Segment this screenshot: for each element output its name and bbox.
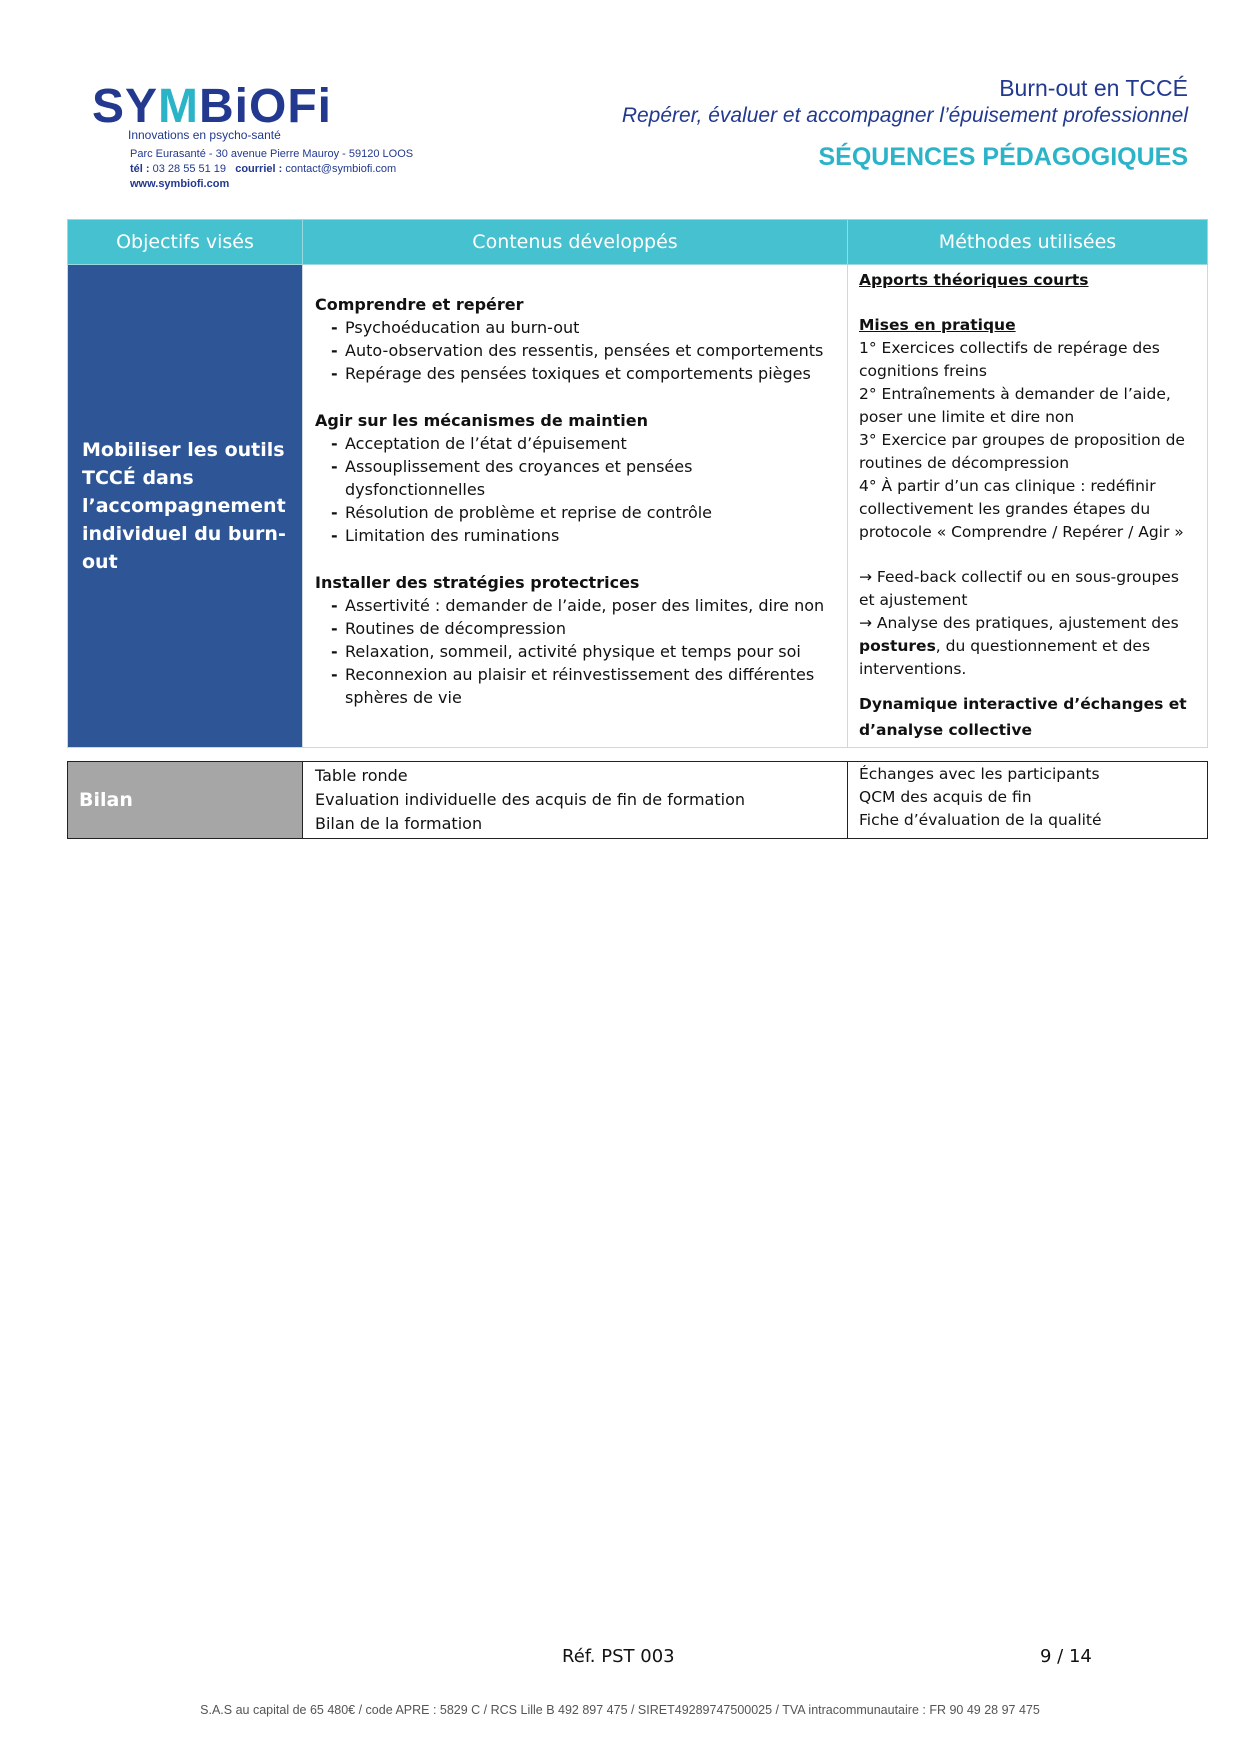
page-number: 9 / 14 [1040, 1646, 1092, 1667]
doc-title: Burn-out en TCCÉ [999, 75, 1188, 101]
tel-value: 03 28 55 51 19 [152, 163, 227, 175]
list-item: - Résolution de problème et reprise de contrôle [331, 501, 837, 524]
method-item: 2° Entraînements à demander de l’aide, poser une limite et dire non [859, 385, 1171, 426]
bilan-label-cell: Bilan [68, 762, 303, 839]
table-header-row [68, 220, 1208, 265]
list-item: - Psychoéducation au burn-out [331, 316, 837, 339]
analyse-text-bold: postures [859, 637, 936, 655]
contents-cell [303, 265, 848, 748]
legal-footer: S.A.S au capital de 65 480€ / code APRE : 5829 C / RCS Lille B 492 897 475 / SIRET49289747500025 / TVA intracommunautaire : FR 90 49 28 97 475 [200, 1703, 1040, 1717]
section-title: SÉQUENCES PÉDAGOGIQUES [818, 143, 1188, 171]
header-objectifs: Objectifs visés [68, 220, 303, 265]
tel-label: tél : [130, 163, 150, 175]
analyse-text-2: , du questionnement et des interventions. [859, 637, 1151, 678]
logo-tagline: Innovations en psycho-santé [128, 128, 281, 142]
website-text: www.symbiofi.com [130, 178, 230, 190]
logo-part-2: M [158, 80, 200, 133]
logo-part-3: BiOFi [199, 80, 333, 133]
method-item: 1° Exercices collectifs de repérage des cognitions freins [859, 339, 1160, 380]
contact-line [130, 162, 413, 177]
list-item: - Assertivité : demander de l’aide, poser des limites, dire non [331, 594, 837, 617]
document-heading [622, 74, 1188, 172]
content-section-title: Agir sur les mécanismes de maintien [315, 411, 648, 430]
company-address [130, 147, 413, 192]
list-item: - Limitation des ruminations [331, 524, 837, 547]
bilan-contents-cell [303, 762, 848, 839]
bilan-content-item: Table ronde [315, 766, 408, 785]
company-logo [92, 80, 333, 142]
doc-subtitle: Repérer, évaluer et accompagner l’épuisement professionnel [621, 104, 1188, 127]
method-item: 4° À partir d’un cas clinique : redéfinir collectivement les grandes étapes du protocole « Comprendre / Repérer / Agir » [859, 477, 1184, 541]
methods-cell [848, 265, 1208, 748]
method-item: 3° Exercice par groupes de proposition de routines de décompression [859, 431, 1185, 472]
list-item: - Assouplissement des croyances et pensées dysfonctionnelles [331, 455, 837, 501]
mail-label: courriel : [235, 163, 283, 175]
logo-part-1: SY [92, 80, 159, 133]
list-item: - Relaxation, sommeil, activité physique et temps pour soi [331, 640, 837, 663]
sequences-table [67, 219, 1208, 748]
website-link[interactable] [130, 177, 413, 192]
header-methodes: Méthodes utilisées [848, 220, 1208, 265]
list-item: - Acceptation de l’état d’épuisement [331, 432, 837, 455]
bilan-content-item: Evaluation individuelle des acquis de fin de formation [315, 790, 745, 809]
bilan-methods-cell [848, 762, 1208, 839]
content-list [315, 432, 837, 547]
objective-cell: Mobiliser les outils TCCÉ dans l’accompagnement individuel du burn-out [68, 265, 303, 748]
logo-wordmark [92, 80, 333, 133]
list-item: - Repérage des pensées toxiques et comportements pièges [331, 362, 837, 385]
document-reference: Réf. PST 003 [562, 1646, 675, 1667]
list-item: - Reconnexion au plaisir et réinvestissement des différentes sphères de vie [331, 663, 837, 709]
bilan-method-item: QCM des acquis de fin [859, 788, 1032, 806]
method-apports: Apports théoriques courts [859, 271, 1089, 289]
method-feedback: → Feed-back collectif ou en sous-groupes et ajustement [859, 568, 1179, 609]
bilan-content-item: Bilan de la formation [315, 814, 483, 833]
bilan-table [67, 761, 1208, 839]
content-section-title: Comprendre et repérer [315, 295, 524, 314]
content-section-title: Installer des stratégies protectrices [315, 573, 640, 592]
table-row [68, 762, 1208, 839]
header-contenus: Contenus développés [303, 220, 848, 265]
method-analyse [859, 612, 1197, 681]
content-list [315, 594, 837, 709]
mail-value[interactable]: contact@symbiofi.com [285, 163, 397, 175]
table-row [68, 265, 1208, 748]
analyse-text-1: → Analyse des pratiques, ajustement des [859, 614, 1179, 632]
method-dynamique: Dynamique interactive d’échanges et d’analyse collective [859, 695, 1187, 739]
content-list [315, 316, 837, 385]
method-mises-title: Mises en pratique [859, 316, 1016, 334]
bilan-method-item: Fiche d’évaluation de la qualité [859, 811, 1102, 829]
list-item: - Routines de décompression [331, 617, 837, 640]
address-line: Parc Eurasanté - 30 avenue Pierre Mauroy - 59120 LOOS [130, 148, 414, 160]
bilan-method-item: Échanges avec les participants [859, 765, 1100, 783]
list-item: - Auto-observation des ressentis, pensées et comportements [331, 339, 837, 362]
